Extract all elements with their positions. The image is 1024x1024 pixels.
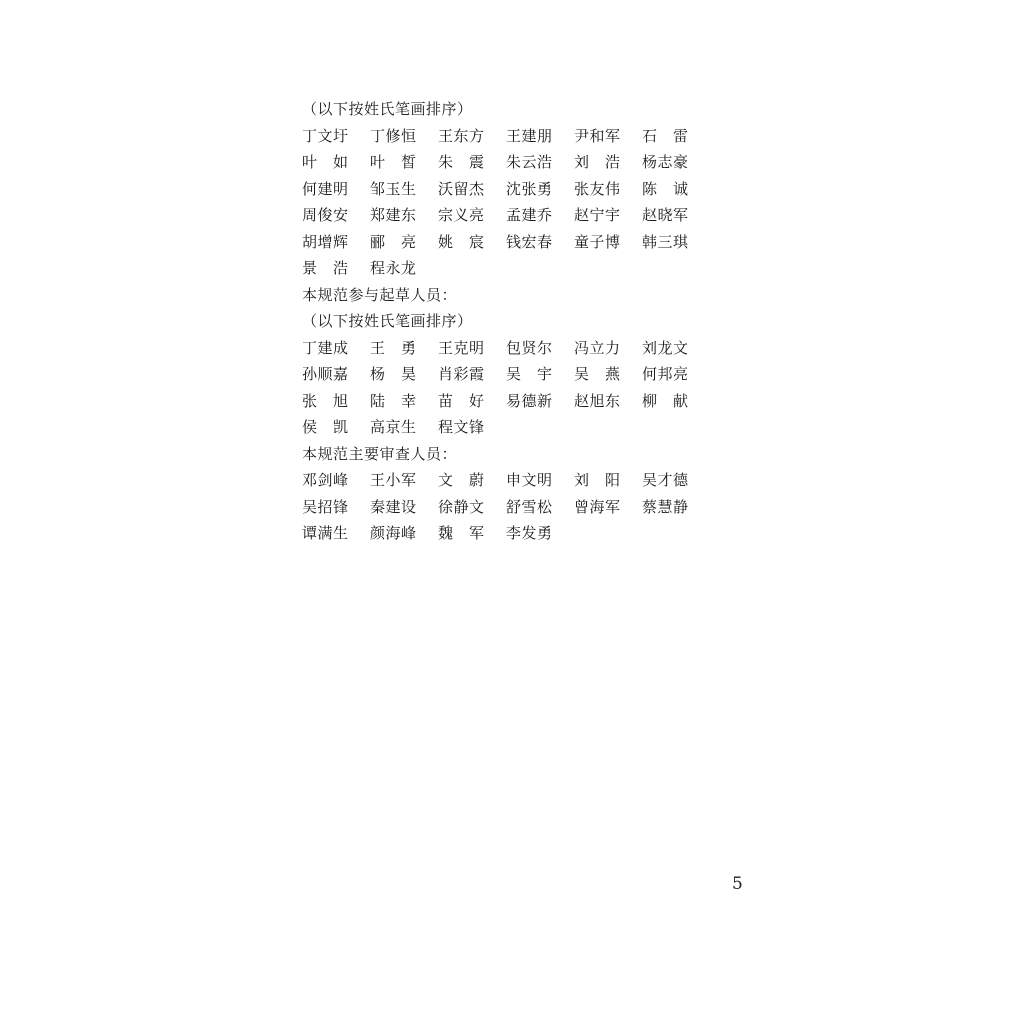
person-name: 钱宏春	[506, 232, 553, 251]
person-name: 肖彩霞	[438, 365, 485, 383]
person-name: 叶 如	[302, 153, 349, 171]
person-name: 王东方	[438, 126, 485, 145]
person-name: 王小军	[370, 471, 417, 489]
person-name: 申文明	[506, 471, 553, 489]
person-name: 颜海峰	[370, 524, 417, 542]
person-name: 杨 昊	[370, 365, 417, 383]
person-name: 刘 阳	[574, 471, 621, 489]
person-name: 杨志豪	[642, 153, 689, 171]
person-name: 文 蔚	[438, 471, 485, 489]
person-name: 周俊安	[302, 206, 349, 224]
person-name: 刘龙文	[642, 338, 689, 357]
person-name: 景 浩	[302, 259, 349, 277]
person-name: 尹和军	[574, 126, 621, 145]
person-name: 包贤尔	[506, 338, 553, 357]
person-name: 蔡慧静	[642, 497, 689, 516]
person-name: 郦 亮	[370, 232, 417, 251]
person-name: 谭满生	[302, 524, 349, 542]
person-name: 冯立力	[574, 338, 621, 357]
person-name: 柳 献	[642, 391, 689, 410]
section-heading: 本规范主要审查人员：	[302, 444, 458, 463]
person-name: 胡增辉	[302, 232, 349, 251]
page-number: 5	[732, 874, 743, 894]
person-name: 魏 军	[438, 524, 485, 542]
person-name: 沈张勇	[506, 179, 553, 198]
person-name: 侯 凯	[302, 418, 349, 436]
name-grid	[302, 123, 712, 282]
person-name: 王建朋	[506, 126, 553, 145]
person-name: 赵宁宇	[574, 206, 621, 224]
person-name: 韩三琪	[642, 232, 689, 251]
person-name: 陆 幸	[370, 391, 417, 410]
person-name: 孙顺嘉	[302, 365, 349, 383]
person-name: 童子博	[574, 232, 621, 251]
person-name: 曾海军	[574, 497, 621, 516]
person-name: 陈 诚	[642, 179, 689, 198]
person-name: 苗 好	[438, 391, 485, 410]
person-name: 丁修恒	[370, 126, 417, 145]
person-name: 石 雷	[642, 126, 689, 145]
person-name: 王 勇	[370, 338, 417, 357]
person-name: 朱云浩	[506, 153, 553, 171]
contributor-list	[302, 96, 712, 547]
person-name: 王克明	[438, 338, 485, 357]
person-name: 吴招锋	[302, 497, 349, 516]
person-name: 徐静文	[438, 497, 485, 516]
person-name: 秦建设	[370, 497, 417, 516]
person-name: 程文锋	[438, 418, 485, 436]
person-name: 吴 宇	[506, 365, 553, 383]
person-name: 朱 震	[438, 153, 485, 171]
person-name: 张友伟	[574, 179, 621, 198]
person-name: 沃留杰	[438, 179, 485, 198]
name-grid	[302, 335, 712, 441]
person-name: 易德新	[506, 391, 553, 410]
person-name: 赵晓军	[642, 206, 689, 224]
person-name: 姚 宸	[438, 232, 485, 251]
person-name: 丁文圩	[302, 126, 349, 145]
person-name: 宗义亮	[438, 206, 485, 224]
person-name: 赵旭东	[574, 391, 621, 410]
name-grid	[302, 467, 712, 547]
person-name: 何建明	[302, 179, 349, 198]
person-name: 高京生	[370, 418, 417, 436]
person-name: 叶 皙	[370, 153, 417, 171]
person-name: 孟建乔	[506, 206, 553, 224]
person-name: 邹玉生	[370, 179, 417, 198]
person-name: 邓剑峰	[302, 471, 349, 489]
section-heading: 本规范参与起草人员：	[302, 285, 458, 304]
person-name: 吴 燕	[574, 365, 621, 383]
person-name: 郑建东	[370, 206, 417, 224]
person-name: 刘 浩	[574, 153, 621, 171]
section-sort-note: （以下按姓氏笔画排序）	[302, 312, 473, 330]
person-name: 程永龙	[370, 259, 417, 277]
person-name: 张 旭	[302, 391, 349, 410]
person-name: 舒雪松	[506, 497, 553, 516]
person-name: 丁建成	[302, 338, 349, 357]
person-name: 吴才德	[642, 471, 689, 489]
person-name: 李发勇	[506, 524, 553, 542]
person-name: 何邦亮	[642, 365, 689, 383]
section-sort-note: （以下按姓氏笔画排序）	[302, 100, 473, 118]
